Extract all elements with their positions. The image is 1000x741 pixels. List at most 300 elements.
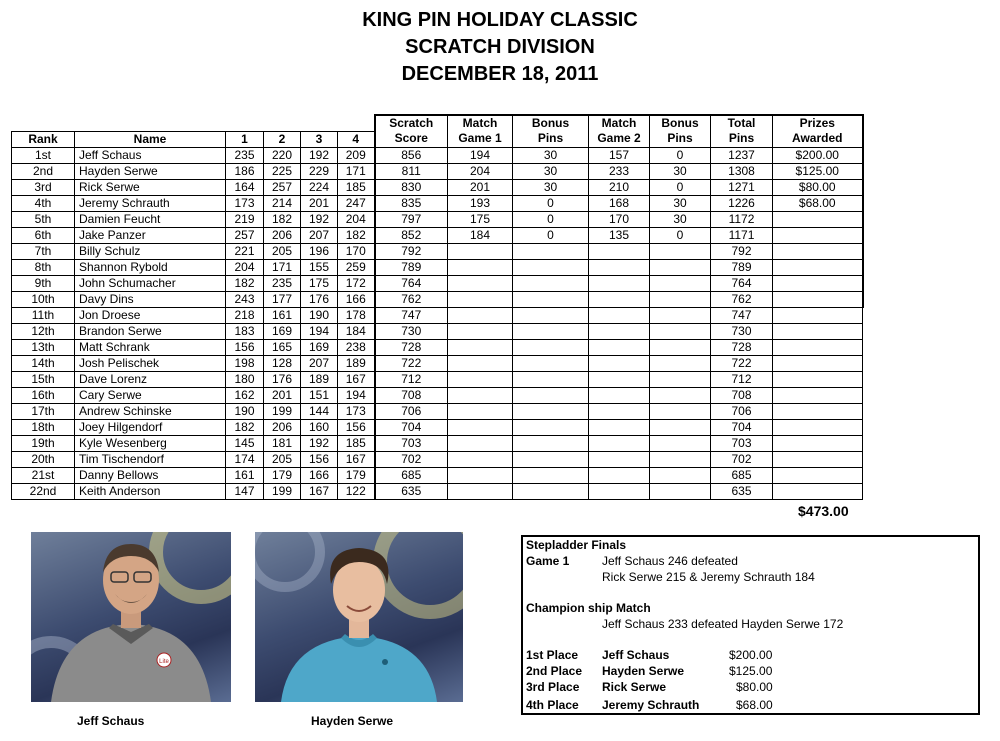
place-label: 3rd Place [526,680,580,694]
game-3-cell: 155 [301,259,338,275]
name-cell: Shannon Rybold [75,259,226,275]
scratch-score-cell: 797 [375,211,448,227]
game-2-cell: 220 [264,147,301,163]
game-1-result-line-2: Rick Serwe 215 & Jeremy Schrauth 184 [602,570,815,584]
rank-cell: 18th [12,419,75,435]
table-row [12,467,863,483]
match-game-2-cell [589,323,650,339]
game-4-cell: 172 [338,275,375,291]
bonus-pins-2-cell [650,259,711,275]
place-label: 2nd Place [526,664,583,678]
match-game-2-cell: 233 [589,163,650,179]
place-amount: $200.00 [729,648,773,662]
bonus-pins-1-cell [513,323,589,339]
bonus-pins-1-cell: 30 [513,179,589,195]
match-game-1-cell [448,307,513,323]
bonus-pins-1-cell [513,467,589,483]
match-game-1-cell [448,323,513,339]
total-pins-cell: 1226 [711,195,773,211]
prize-awarded-cell [773,355,863,371]
header-match-game-1: Match [448,115,513,131]
bonus-pins-2-cell [650,451,711,467]
name-cell: Danny Bellows [75,467,226,483]
scratch-score-cell: 762 [375,291,448,307]
table-row [12,451,863,467]
division-title: SCRATCH DIVISION [405,36,595,58]
match-game-2-cell [589,467,650,483]
name-cell: Jon Droese [75,307,226,323]
game-2-cell: 201 [264,387,301,403]
bonus-pins-1-cell [513,339,589,355]
championship-result: Jeff Schaus 233 defeated Hayden Serwe 172 [602,617,844,631]
scratch-score-cell: 708 [375,387,448,403]
person-photo-2 [255,532,463,702]
bonus-pins-1-cell [513,451,589,467]
game-2-cell: 177 [264,291,301,307]
bonus-pins-1-cell [513,355,589,371]
name-cell: Keith Anderson [75,483,226,499]
game-2-cell: 205 [264,451,301,467]
game-2-cell: 206 [264,227,301,243]
game-1-cell: 218 [226,307,264,323]
game-3-cell: 169 [301,339,338,355]
match-game-2-cell [589,483,650,499]
game-2-cell: 171 [264,259,301,275]
bonus-pins-1-cell [513,307,589,323]
name-cell: Damien Feucht [75,211,226,227]
name-cell: Billy Schulz [75,243,226,259]
match-game-1-cell [448,451,513,467]
header-awarded: Awarded [773,131,863,147]
match-game-1-cell [448,259,513,275]
match-game-1-cell: 204 [448,163,513,179]
game-2-cell: 205 [264,243,301,259]
match-game-2-cell: 157 [589,147,650,163]
match-game-1-cell [448,403,513,419]
total-pins-cell: 728 [711,339,773,355]
name-cell: John Schumacher [75,275,226,291]
rank-cell: 13th [12,339,75,355]
bonus-pins-2-cell: 30 [650,195,711,211]
match-game-1-cell [448,435,513,451]
game-4-cell: 122 [338,483,375,499]
table-row [12,179,863,195]
game-4-cell: 189 [338,355,375,371]
match-game-1-cell [448,419,513,435]
prize-awarded-cell [773,259,863,275]
prize-awarded-cell [773,403,863,419]
place-name: Rick Serwe [602,680,667,694]
game-4-cell: 171 [338,163,375,179]
scratch-score-cell: 722 [375,355,448,371]
game-4-cell: 209 [338,147,375,163]
match-game-1-cell: 184 [448,227,513,243]
bonus-pins-1-cell: 30 [513,147,589,163]
game-3-cell: 207 [301,355,338,371]
prize-awarded-cell [773,323,863,339]
rank-cell: 12th [12,323,75,339]
bonus-pins-1-cell [513,435,589,451]
game-3-cell: 175 [301,275,338,291]
match-game-1-cell [448,291,513,307]
game-3-cell: 176 [301,291,338,307]
total-pins-cell: 635 [711,483,773,499]
photo-jeff-schaus [31,532,231,702]
table-row [12,419,863,435]
header-game-1: 1 [226,131,264,147]
bonus-pins-1-cell [513,419,589,435]
header-bonus-pins-1: Bonus [513,115,589,131]
bonus-pins-2-cell: 0 [650,227,711,243]
game-2-cell: 176 [264,371,301,387]
total-pins-cell: 789 [711,259,773,275]
rank-cell: 3rd [12,179,75,195]
table-row [12,483,863,499]
game-4-cell: 178 [338,307,375,323]
table-row [12,435,863,451]
game-4-cell: 173 [338,403,375,419]
game-2-cell: 181 [264,435,301,451]
game-2-cell: 199 [264,483,301,499]
game-3-cell: 160 [301,419,338,435]
game-1-cell: 235 [226,147,264,163]
person-photo-1 [31,532,231,702]
total-pins-cell: 1171 [711,227,773,243]
match-game-1-cell [448,467,513,483]
name-cell: Tim Tischendorf [75,451,226,467]
prize-awarded-cell [773,467,863,483]
bonus-pins-2-cell [650,323,711,339]
scratch-score-cell: 764 [375,275,448,291]
photo-hayden-serwe [255,532,463,702]
total-pins-cell: 792 [711,243,773,259]
game-2-cell: 128 [264,355,301,371]
table-row [12,291,863,307]
place-label: 4th Place [526,698,579,712]
game-1-cell: 182 [226,419,264,435]
rank-cell: 8th [12,259,75,275]
game-1-label: Game 1 [526,554,570,568]
total-pins-cell: 702 [711,451,773,467]
game-1-cell: 198 [226,355,264,371]
prize-awarded-cell: $68.00 [773,195,863,211]
game-4-cell: 184 [338,323,375,339]
bonus-pins-2-cell [650,387,711,403]
scratch-score-cell: 706 [375,403,448,419]
game-4-cell: 238 [338,339,375,355]
prize-awarded-cell [773,291,863,307]
stepladder-finals-box [521,535,980,715]
match-game-2-cell [589,355,650,371]
rank-cell: 17th [12,403,75,419]
total-pins-cell: 708 [711,387,773,403]
header-bonus-pins-2: Bonus [650,115,711,131]
match-game-2-cell [589,419,650,435]
rank-cell: 21st [12,467,75,483]
scratch-score-cell: 635 [375,483,448,499]
bonus-pins-1-cell [513,259,589,275]
game-3-cell: 196 [301,243,338,259]
game-4-cell: 156 [338,419,375,435]
bonus-pins-1-cell: 0 [513,211,589,227]
results-table [11,114,864,500]
bonus-pins-2-cell [650,291,711,307]
match-game-2-cell [589,243,650,259]
total-pins-cell: 703 [711,435,773,451]
prize-awarded-cell: $80.00 [773,179,863,195]
game-4-cell: 194 [338,387,375,403]
game-1-cell: 183 [226,323,264,339]
match-game-1-cell [448,243,513,259]
total-pins-cell: 1271 [711,179,773,195]
prize-awarded-cell [773,211,863,227]
bonus-pins-1-cell: 30 [513,163,589,179]
game-1-cell: 221 [226,243,264,259]
prize-awarded-cell [773,451,863,467]
total-pins-cell: 764 [711,275,773,291]
name-cell: Kyle Wesenberg [75,435,226,451]
header-name: Name [75,131,226,147]
header-match-game-2: Match [589,115,650,131]
rank-cell: 9th [12,275,75,291]
header-rank: Rank [12,131,75,147]
bonus-pins-1-cell [513,483,589,499]
match-game-1-cell: 175 [448,211,513,227]
total-pins-cell: 730 [711,323,773,339]
header-game-3: 3 [301,131,338,147]
match-game-2-cell: 168 [589,195,650,211]
game-1-cell: 147 [226,483,264,499]
table-row [12,147,863,163]
table-row [12,243,863,259]
rank-cell: 14th [12,355,75,371]
table-row [12,403,863,419]
match-game-2-cell [589,451,650,467]
header-pins-sub: Pins [711,131,773,147]
total-pins-cell: 1172 [711,211,773,227]
match-game-2-cell [589,403,650,419]
game-4-cell: 166 [338,291,375,307]
scratch-score-cell: 852 [375,227,448,243]
name-cell: Jeremy Schrauth [75,195,226,211]
game-2-cell: 206 [264,419,301,435]
prize-awarded-cell [773,387,863,403]
bonus-pins-2-cell: 0 [650,179,711,195]
game-3-cell: 166 [301,467,338,483]
game-4-cell: 259 [338,259,375,275]
scratch-score-cell: 792 [375,243,448,259]
prize-awarded-cell [773,275,863,291]
scratch-score-cell: 835 [375,195,448,211]
game-2-cell: 165 [264,339,301,355]
place-name: Jeff Schaus [602,648,670,662]
match-game-1-cell: 194 [448,147,513,163]
scratch-score-cell: 704 [375,419,448,435]
game-3-cell: 167 [301,483,338,499]
match-game-2-cell [589,307,650,323]
table-row [12,371,863,387]
bonus-pins-2-cell [650,275,711,291]
table-row [12,387,863,403]
name-cell: Rick Serwe [75,179,226,195]
game-2-cell: 235 [264,275,301,291]
scratch-score-cell: 747 [375,307,448,323]
game-3-cell: 190 [301,307,338,323]
bonus-pins-2-cell [650,307,711,323]
game-2-cell: 257 [264,179,301,195]
bonus-pins-2-cell [650,339,711,355]
total-pins-cell: 704 [711,419,773,435]
match-game-2-cell [589,371,650,387]
championship-label: Champion ship Match [526,601,651,615]
total-pins-cell: 722 [711,355,773,371]
total-prizes: $473.00 [798,503,849,519]
match-game-2-cell: 170 [589,211,650,227]
game-3-cell: 229 [301,163,338,179]
name-cell: Brandon Serwe [75,323,226,339]
game-1-cell: 145 [226,435,264,451]
match-game-2-cell: 210 [589,179,650,195]
match-game-1-cell [448,275,513,291]
rank-cell: 22nd [12,483,75,499]
match-game-1-cell: 201 [448,179,513,195]
game-4-cell: 167 [338,451,375,467]
header-game-2: 2 [264,131,301,147]
bonus-pins-2-cell [650,419,711,435]
bonus-pins-1-cell [513,291,589,307]
place-label: 1st Place [526,648,579,662]
game-2-cell: 161 [264,307,301,323]
match-game-1-cell [448,371,513,387]
bonus-pins-2-cell: 0 [650,147,711,163]
match-game-2-cell [589,435,650,451]
match-game-2-cell: 135 [589,227,650,243]
rank-cell: 15th [12,371,75,387]
game-3-cell: 144 [301,403,338,419]
table-row [12,227,863,243]
scratch-score-cell: 712 [375,371,448,387]
game-4-cell: 204 [338,211,375,227]
header-row [12,131,863,147]
game-1-cell: 164 [226,179,264,195]
bonus-pins-1-cell [513,403,589,419]
game-4-cell: 179 [338,467,375,483]
name-cell: Jake Panzer [75,227,226,243]
game-2-cell: 179 [264,467,301,483]
scratch-score-cell: 703 [375,435,448,451]
game-1-cell: 257 [226,227,264,243]
match-game-1-cell: 193 [448,195,513,211]
place-name: Jeremy Schrauth [602,698,700,712]
game-4-cell: 167 [338,371,375,387]
total-pins-cell: 1237 [711,147,773,163]
header-pins-1-sub: Pins [513,131,589,147]
name-cell: Davy Dins [75,291,226,307]
header-pins-2-sub: Pins [650,131,711,147]
match-game-2-cell [589,339,650,355]
total-pins-cell: 1308 [711,163,773,179]
prize-awarded-cell [773,307,863,323]
prize-awarded-cell [773,483,863,499]
match-game-2-cell [589,291,650,307]
photo-caption-1: Jeff Schaus [77,714,145,728]
game-3-cell: 156 [301,451,338,467]
page-title: KING PIN HOLIDAY CLASSIC [362,9,638,31]
scratch-score-cell: 685 [375,467,448,483]
game-1-cell: 182 [226,275,264,291]
name-cell: Andrew Schinske [75,403,226,419]
scratch-score-cell: 702 [375,451,448,467]
name-cell: Dave Lorenz [75,371,226,387]
table-row [12,275,863,291]
bonus-pins-2-cell: 30 [650,163,711,179]
bonus-pins-2-cell [650,467,711,483]
match-game-2-cell [589,275,650,291]
rank-cell: 2nd [12,163,75,179]
place-name: Hayden Serwe [602,664,685,678]
match-game-1-cell [448,483,513,499]
total-pins-cell: 712 [711,371,773,387]
bonus-pins-1-cell [513,243,589,259]
total-pins-cell: 747 [711,307,773,323]
game-4-cell: 185 [338,435,375,451]
game-1-cell: 161 [226,467,264,483]
name-cell: Jeff Schaus [75,147,226,163]
bonus-pins-1-cell [513,371,589,387]
bonus-pins-2-cell [650,355,711,371]
game-3-cell: 201 [301,195,338,211]
rank-cell: 5th [12,211,75,227]
rank-cell: 4th [12,195,75,211]
photo-caption-2: Hayden Serwe [311,714,394,728]
name-cell: Joey Hilgendorf [75,419,226,435]
table-row [12,211,863,227]
rank-cell: 7th [12,243,75,259]
rank-cell: 10th [12,291,75,307]
prize-awarded-cell: $125.00 [773,163,863,179]
game-3-cell: 192 [301,435,338,451]
game-1-cell: 219 [226,211,264,227]
game-4-cell: 247 [338,195,375,211]
game-1-cell: 162 [226,387,264,403]
bonus-pins-2-cell [650,483,711,499]
game-3-cell: 192 [301,211,338,227]
place-amount: $125.00 [729,664,773,678]
name-cell: Josh Pelischek [75,355,226,371]
name-cell: Cary Serwe [75,387,226,403]
total-pins-cell: 685 [711,467,773,483]
header-prizes: Prizes [773,115,863,131]
game-1-cell: 173 [226,195,264,211]
bonus-pins-2-cell: 30 [650,211,711,227]
game-1-cell: 243 [226,291,264,307]
prize-awarded-cell [773,243,863,259]
rank-cell: 16th [12,387,75,403]
prize-awarded-cell [773,339,863,355]
table-row [12,355,863,371]
bonus-pins-2-cell [650,371,711,387]
header-game-4: 4 [338,131,375,147]
match-game-1-cell [448,339,513,355]
header-row-top [12,115,863,131]
bonus-pins-2-cell [650,403,711,419]
game-4-cell: 170 [338,243,375,259]
scratch-score-cell: 730 [375,323,448,339]
prize-awarded-cell: $200.00 [773,147,863,163]
bonus-pins-1-cell: 0 [513,227,589,243]
match-game-2-cell [589,259,650,275]
bonus-pins-2-cell [650,243,711,259]
